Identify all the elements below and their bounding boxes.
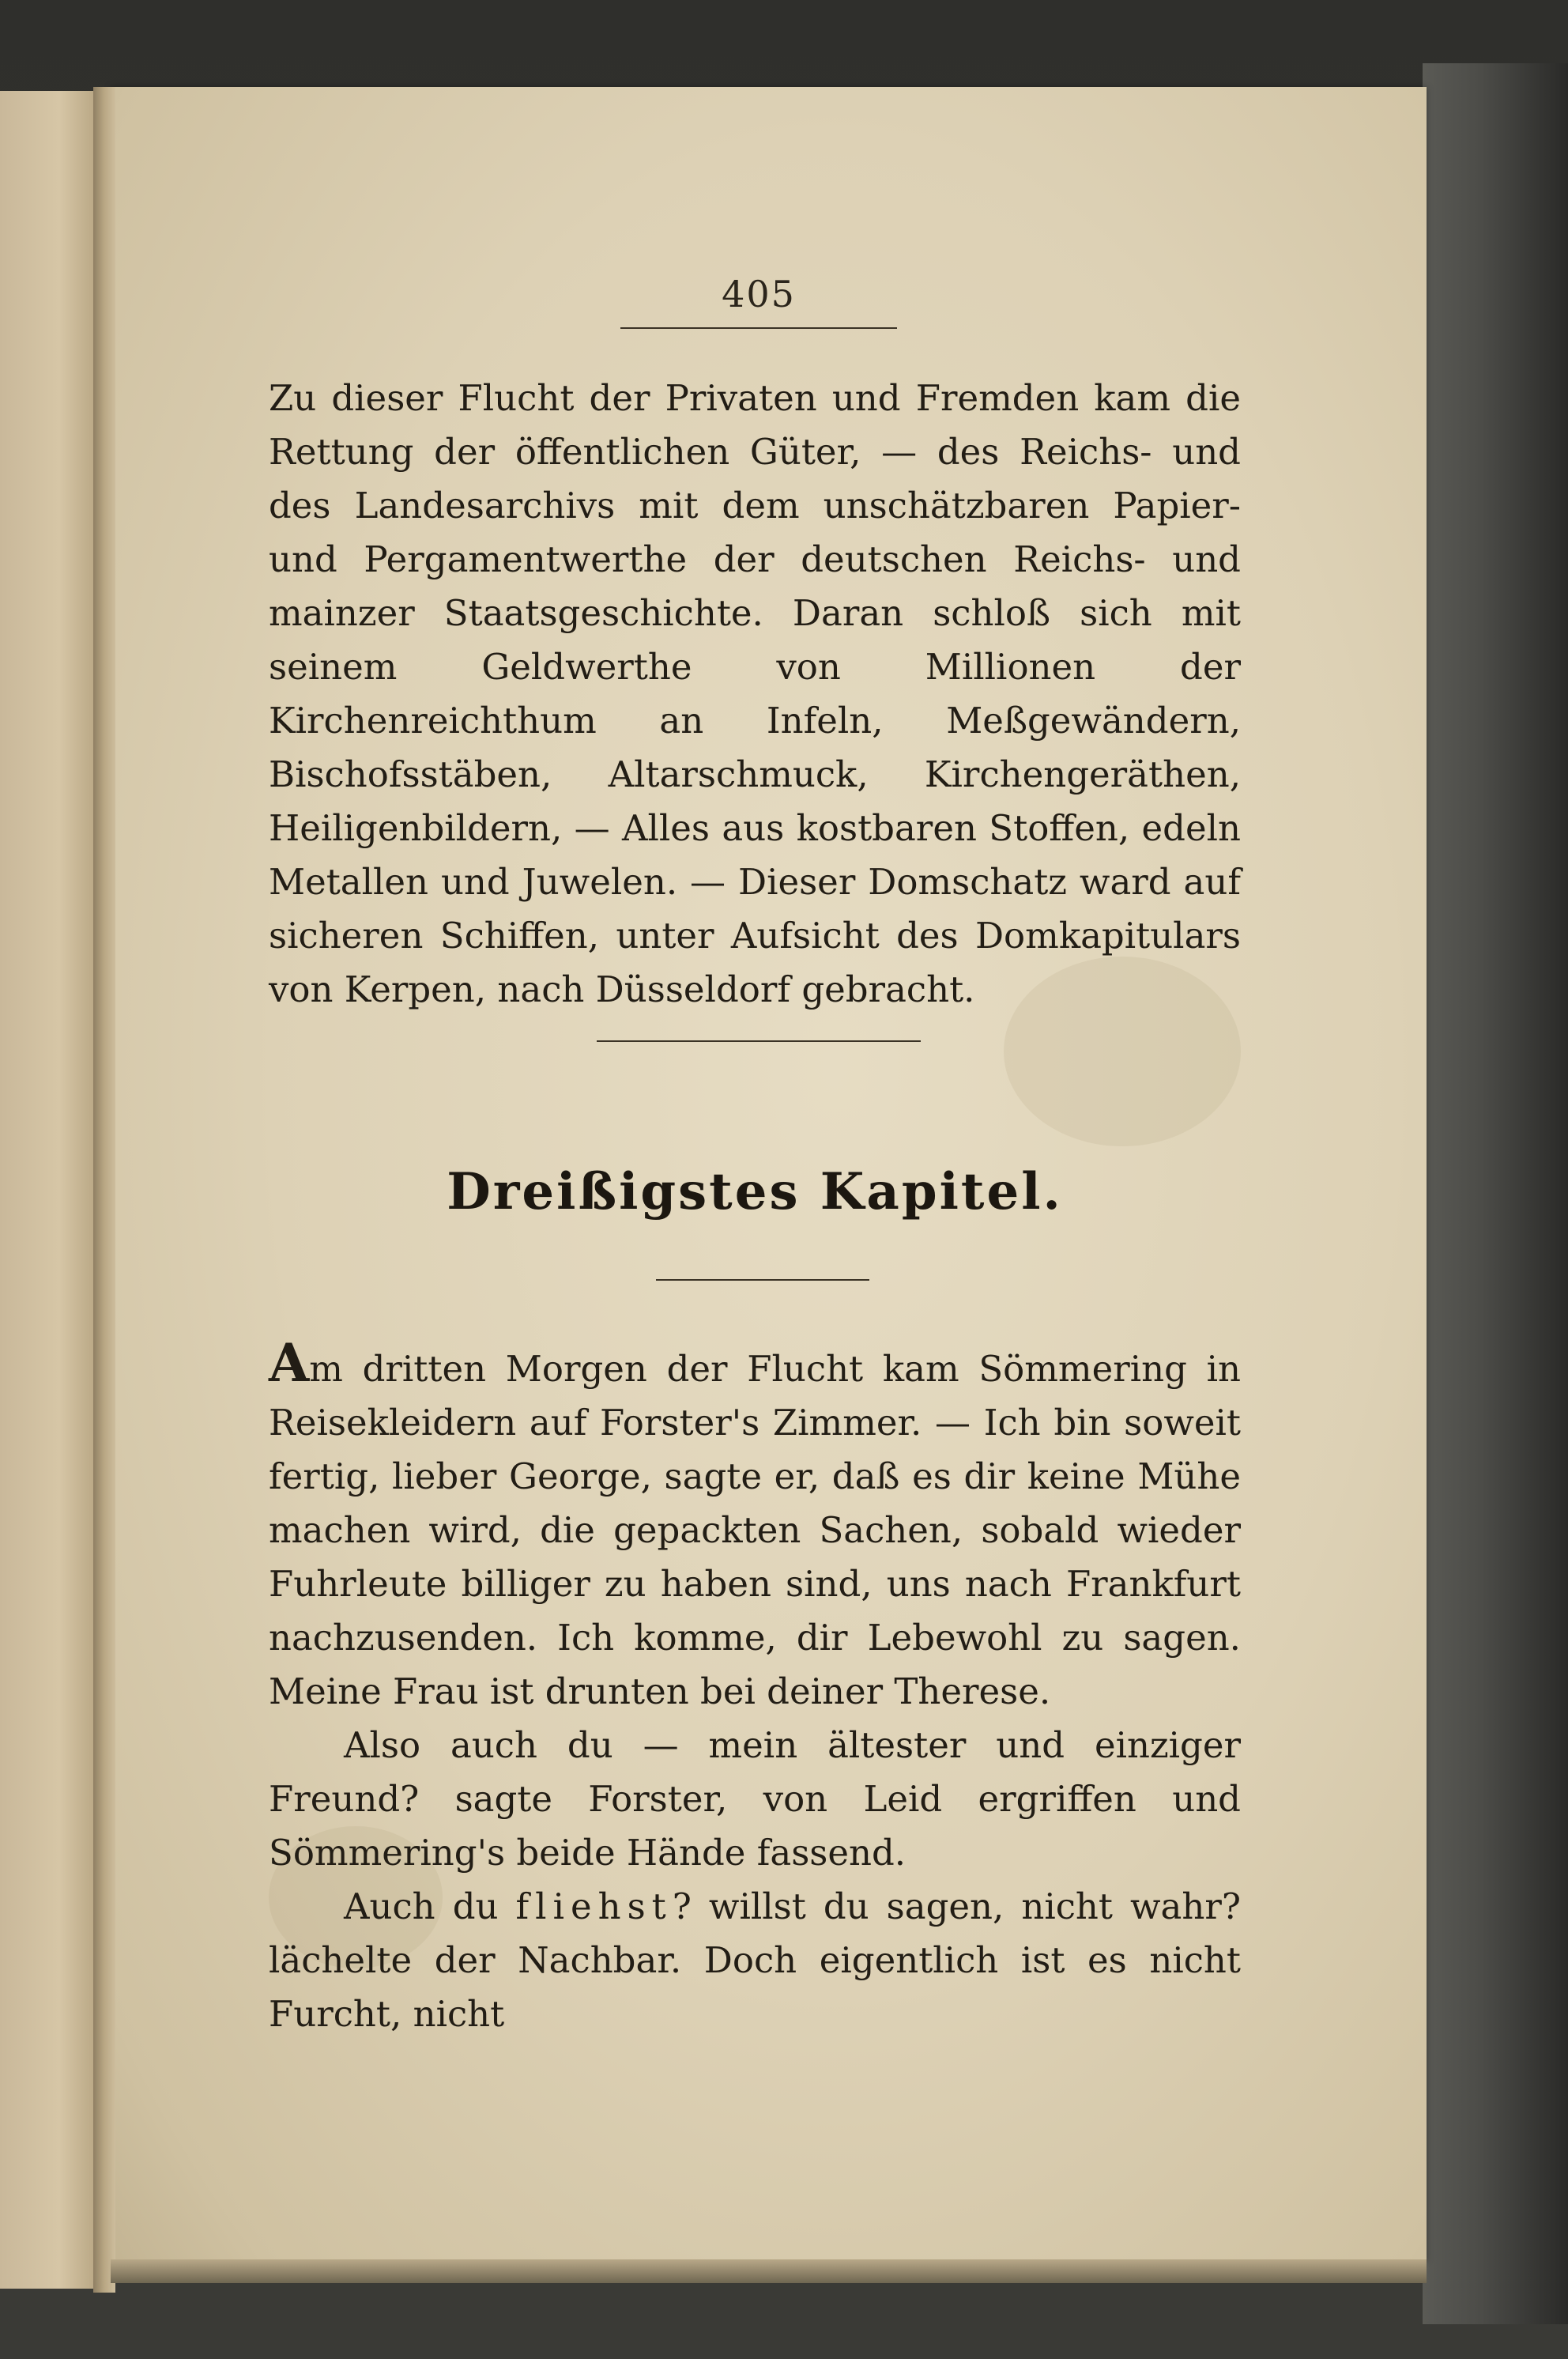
chapter-title: Dreißigstes Kapitel.: [447, 1162, 1063, 1221]
paragraph: [269, 1880, 1241, 2041]
book-gutter: [93, 87, 115, 2293]
chapter-rule: [656, 1279, 869, 1281]
spaced-emphasis: fliehst: [515, 1885, 673, 1927]
chapter-body-text: [269, 1332, 1241, 2041]
page-number: 405: [722, 273, 796, 315]
facing-page-edge: [0, 91, 99, 2289]
text-run: Auch du: [344, 1885, 516, 1927]
page-bottom-edge: [111, 2259, 1427, 2283]
paragraph: Am dritten Morgen der Flucht kam Sömmering in Reisekleidern auf Forster's Zimmer. — Ich bin soweit fertig, lieber George, sagte er, daß es dir keine Mühe machen wird, die gepackten Sachen, sobald wieder Fuhrleute billiger zu haben sind, uns nach Frankfurt nachzusenden. Ich komme, dir Lebewohl zu sagen. Meine Frau ist drunten bei deiner Therese.: [269, 1332, 1241, 1712]
section-divider: [597, 1040, 921, 1042]
paragraph: Also auch du — mein ältester und einziger Freund? sagte Forster, von Leid ergriffen und Sömmering's beide Hände fassend.: [269, 1724, 1241, 1874]
body-text-top: [269, 372, 1241, 1017]
paragraph: Zu dieser Flucht der Privaten und Fremden kam die Rettung der öffentlichen Güter, — des Reichs- und des Landesarchivs mit dem unschätzbaren Papier- und Pergamentwerthe der deutschen Reichs- und mainzer Staatsgeschichte. Daran schloß sich mit seinem Geldwerthe von Millionen der Kirchenreichthum an Infeln, Meßgewändern, Bischofsstäben, Altarschmuck, Kirchengeräthen, Heiligenbildern, — Alles aus kostbaren Stoffen, edeln Metallen und Juwelen. — Dieser Domschatz ward auf sicheren Schiffen, unter Aufsicht des Domkapitulars von Kerpen, nach Düsseldorf gebracht.: [269, 377, 1241, 1010]
text-run: ? willst du sagen, nicht wahr? lächelte der Nachbar. Doch eigentlich ist es nicht Furcht, nicht: [269, 1885, 1241, 2035]
header-rule: [620, 327, 897, 329]
book-cover-edge: [1423, 63, 1568, 2324]
